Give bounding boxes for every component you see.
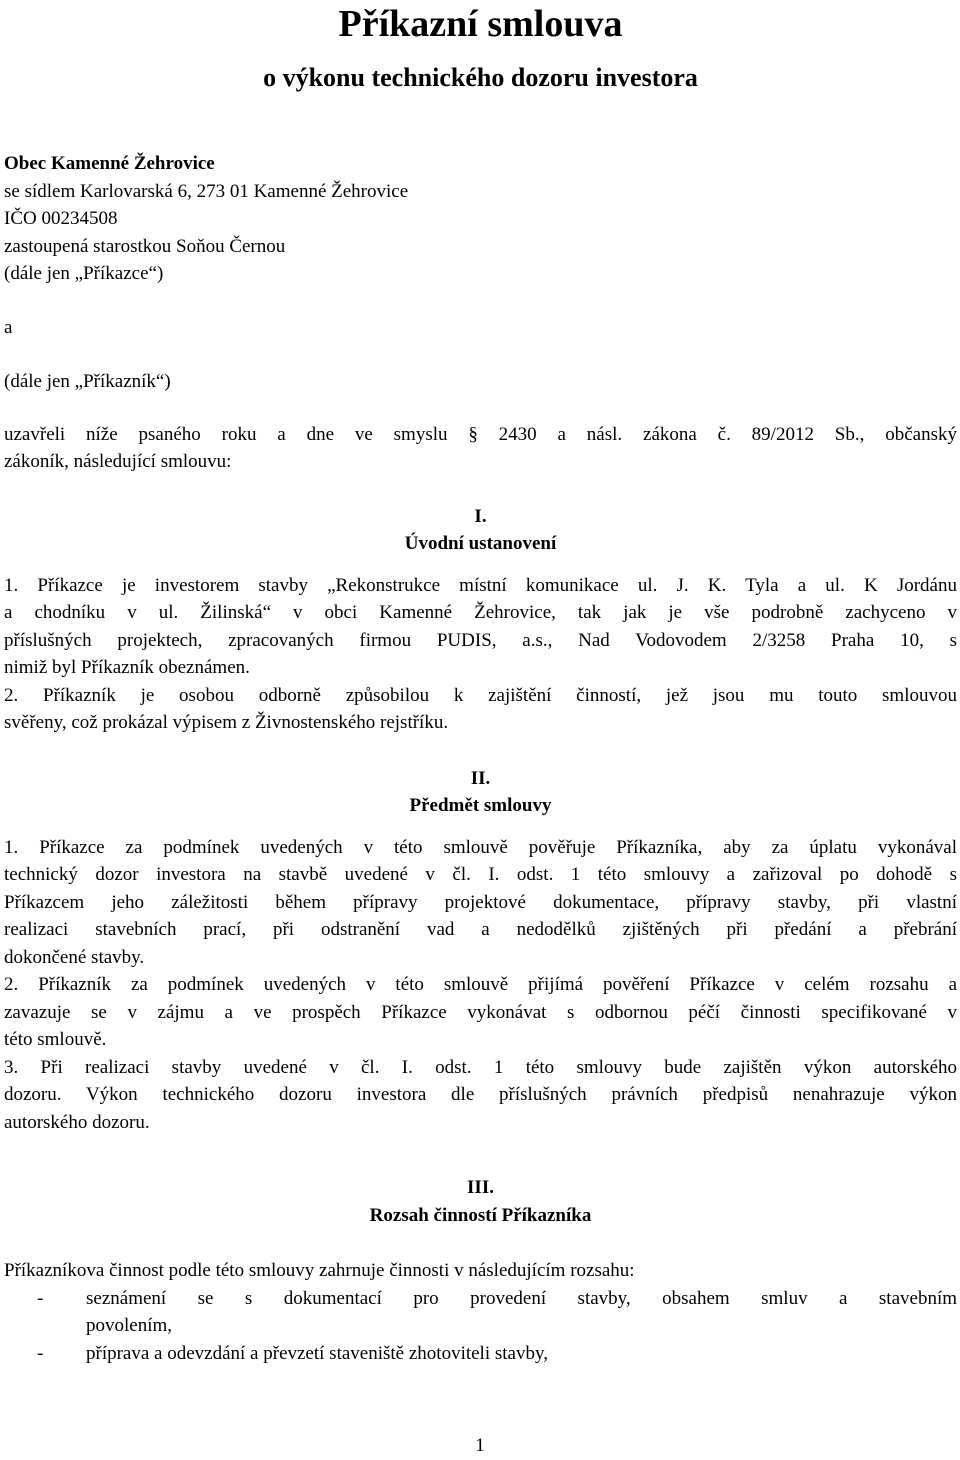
paragraph-line: realizaci stavebních prací, při odstranění vad a nedodělků zjištěných při předání a přebrání	[4, 919, 957, 940]
paragraph-line: a chodníku v ul. Žilinská“ v obci Kamenné Žehrovice, tak jak je vše podrobně zachyceno v	[4, 602, 957, 623]
section-number: II.	[470, 767, 491, 789]
section-title: Úvodní ustanovení	[404, 533, 557, 554]
section-paragraph	[4, 834, 957, 972]
client-ico: IČO 00234508	[4, 208, 118, 229]
section-paragraph	[4, 1054, 957, 1137]
section-paragraph	[4, 971, 957, 1054]
client-block	[4, 150, 957, 288]
paragraph-line: zavazuje se v zájmu a ve prospěch Příkazce vykonávat s odbornou péčí činnosti specifikované v	[4, 1001, 957, 1023]
paragraph-line: 2. Příkazník za podmínek uvedených v této smlouvě přijímá pověření Příkazce v celém rozsahu a	[4, 974, 957, 995]
section-heading	[4, 1174, 957, 1229]
section-title: Předmět smlouvy	[409, 795, 552, 816]
list-marker: -	[37, 1342, 44, 1364]
intro-paragraph	[4, 421, 957, 476]
section-number: I.	[474, 505, 487, 527]
paragraph-line: 1. Příkazce je investorem stavby „Rekonstrukce místní komunikace ul. J. K. Tyla a ul. K Jordánu	[4, 574, 957, 596]
list-item	[4, 1340, 957, 1368]
paragraph-line: technický dozor investora na stavbě uvedené v čl. I. odst. 1 této smlouvy a zařizoval po dohodě s	[4, 864, 957, 885]
page-number: 1	[475, 1435, 485, 1456]
paragraph-line: autorského dozoru.	[4, 1111, 150, 1133]
document-title: Příkazní smlouva	[338, 3, 623, 45]
section-paragraph	[4, 682, 957, 737]
list-item	[4, 1285, 957, 1340]
document-page	[4, 0, 957, 1367]
list-item-line: příprava a odevzdání a převzetí staveniště zhotoviteli stavby,	[86, 1342, 548, 1364]
paragraph-line: 2. Příkazník je osobou odborně způsobilou k zajištění činností, jež jsou mu touto smlouvou	[4, 684, 957, 706]
section-title: Rozsah činností Příkazníka	[369, 1204, 592, 1226]
client-alias: (dále jen „Příkazce“)	[4, 263, 164, 284]
client-address: se sídlem Karlovarská 6, 273 01 Kamenné Žehrovice	[4, 180, 409, 202]
section-lead: Příkazníkova činnost podle této smlouvy zahrnuje činnosti v následujícím rozsahu:	[4, 1260, 635, 1281]
activity-list	[4, 1285, 957, 1368]
paragraph-line: 1. Příkazce za podmínek uvedených v této smlouvě pověřuje Příkazníka, aby za úplatu vykonával	[4, 836, 957, 858]
paragraph-line: příslušných projektech, zpracovaných firmou PUDIS, a.s., Nad Vodovodem 2/3258 Praha 10, s	[4, 629, 957, 651]
paragraph-line: dokončené stavby.	[4, 946, 145, 968]
paragraph-line: 3. Při realizaci stavby uvedené v čl. I. odst. 1 této smlouvy bude zajištěn výkon autorského	[4, 1056, 957, 1078]
contractor-alias: (dále jen „Příkazník“)	[4, 371, 171, 392]
list-item-line: seznámení se s dokumentací pro provedení stavby, obsahem smluv a stavebním	[86, 1287, 957, 1309]
section-paragraph	[4, 572, 957, 682]
list-item-line: povolením,	[86, 1315, 173, 1336]
paragraph-line: dozoru. Výkon technického dozoru investora dle příslušných právních předpisů nenahrazuje výkon	[4, 1084, 957, 1105]
intro-line: zákoník, následující smlouvu:	[4, 451, 232, 472]
paragraph-line: nimiž byl Příkazník obeznámen.	[4, 657, 250, 678]
list-marker: -	[37, 1287, 44, 1309]
document-subtitle: o výkonu technického dozoru investora	[263, 63, 698, 92]
intro-line: uzavřeli níže psaného roku a dne ve smyslu § 2430 a násl. zákona č. 89/2012 Sb., občanský	[4, 423, 957, 445]
client-representative: zastoupená starostkou Soňou Černou	[4, 235, 286, 257]
client-name: Obec Kamenné Žehrovice	[4, 153, 215, 174]
section-heading	[4, 765, 957, 820]
paragraph-line: této smlouvě.	[4, 1029, 107, 1050]
conjunction: a	[4, 316, 13, 338]
paragraph-line: svěřeny, což prokázal výpisem z Živnostenského rejstříku.	[4, 712, 449, 733]
paragraph-line: Příkazcem jeho záležitosti během přípravy projektové dokumentace, přípravy stavby, při vlastní	[4, 891, 957, 913]
section-heading	[4, 503, 957, 558]
section-number: III.	[467, 1177, 494, 1198]
